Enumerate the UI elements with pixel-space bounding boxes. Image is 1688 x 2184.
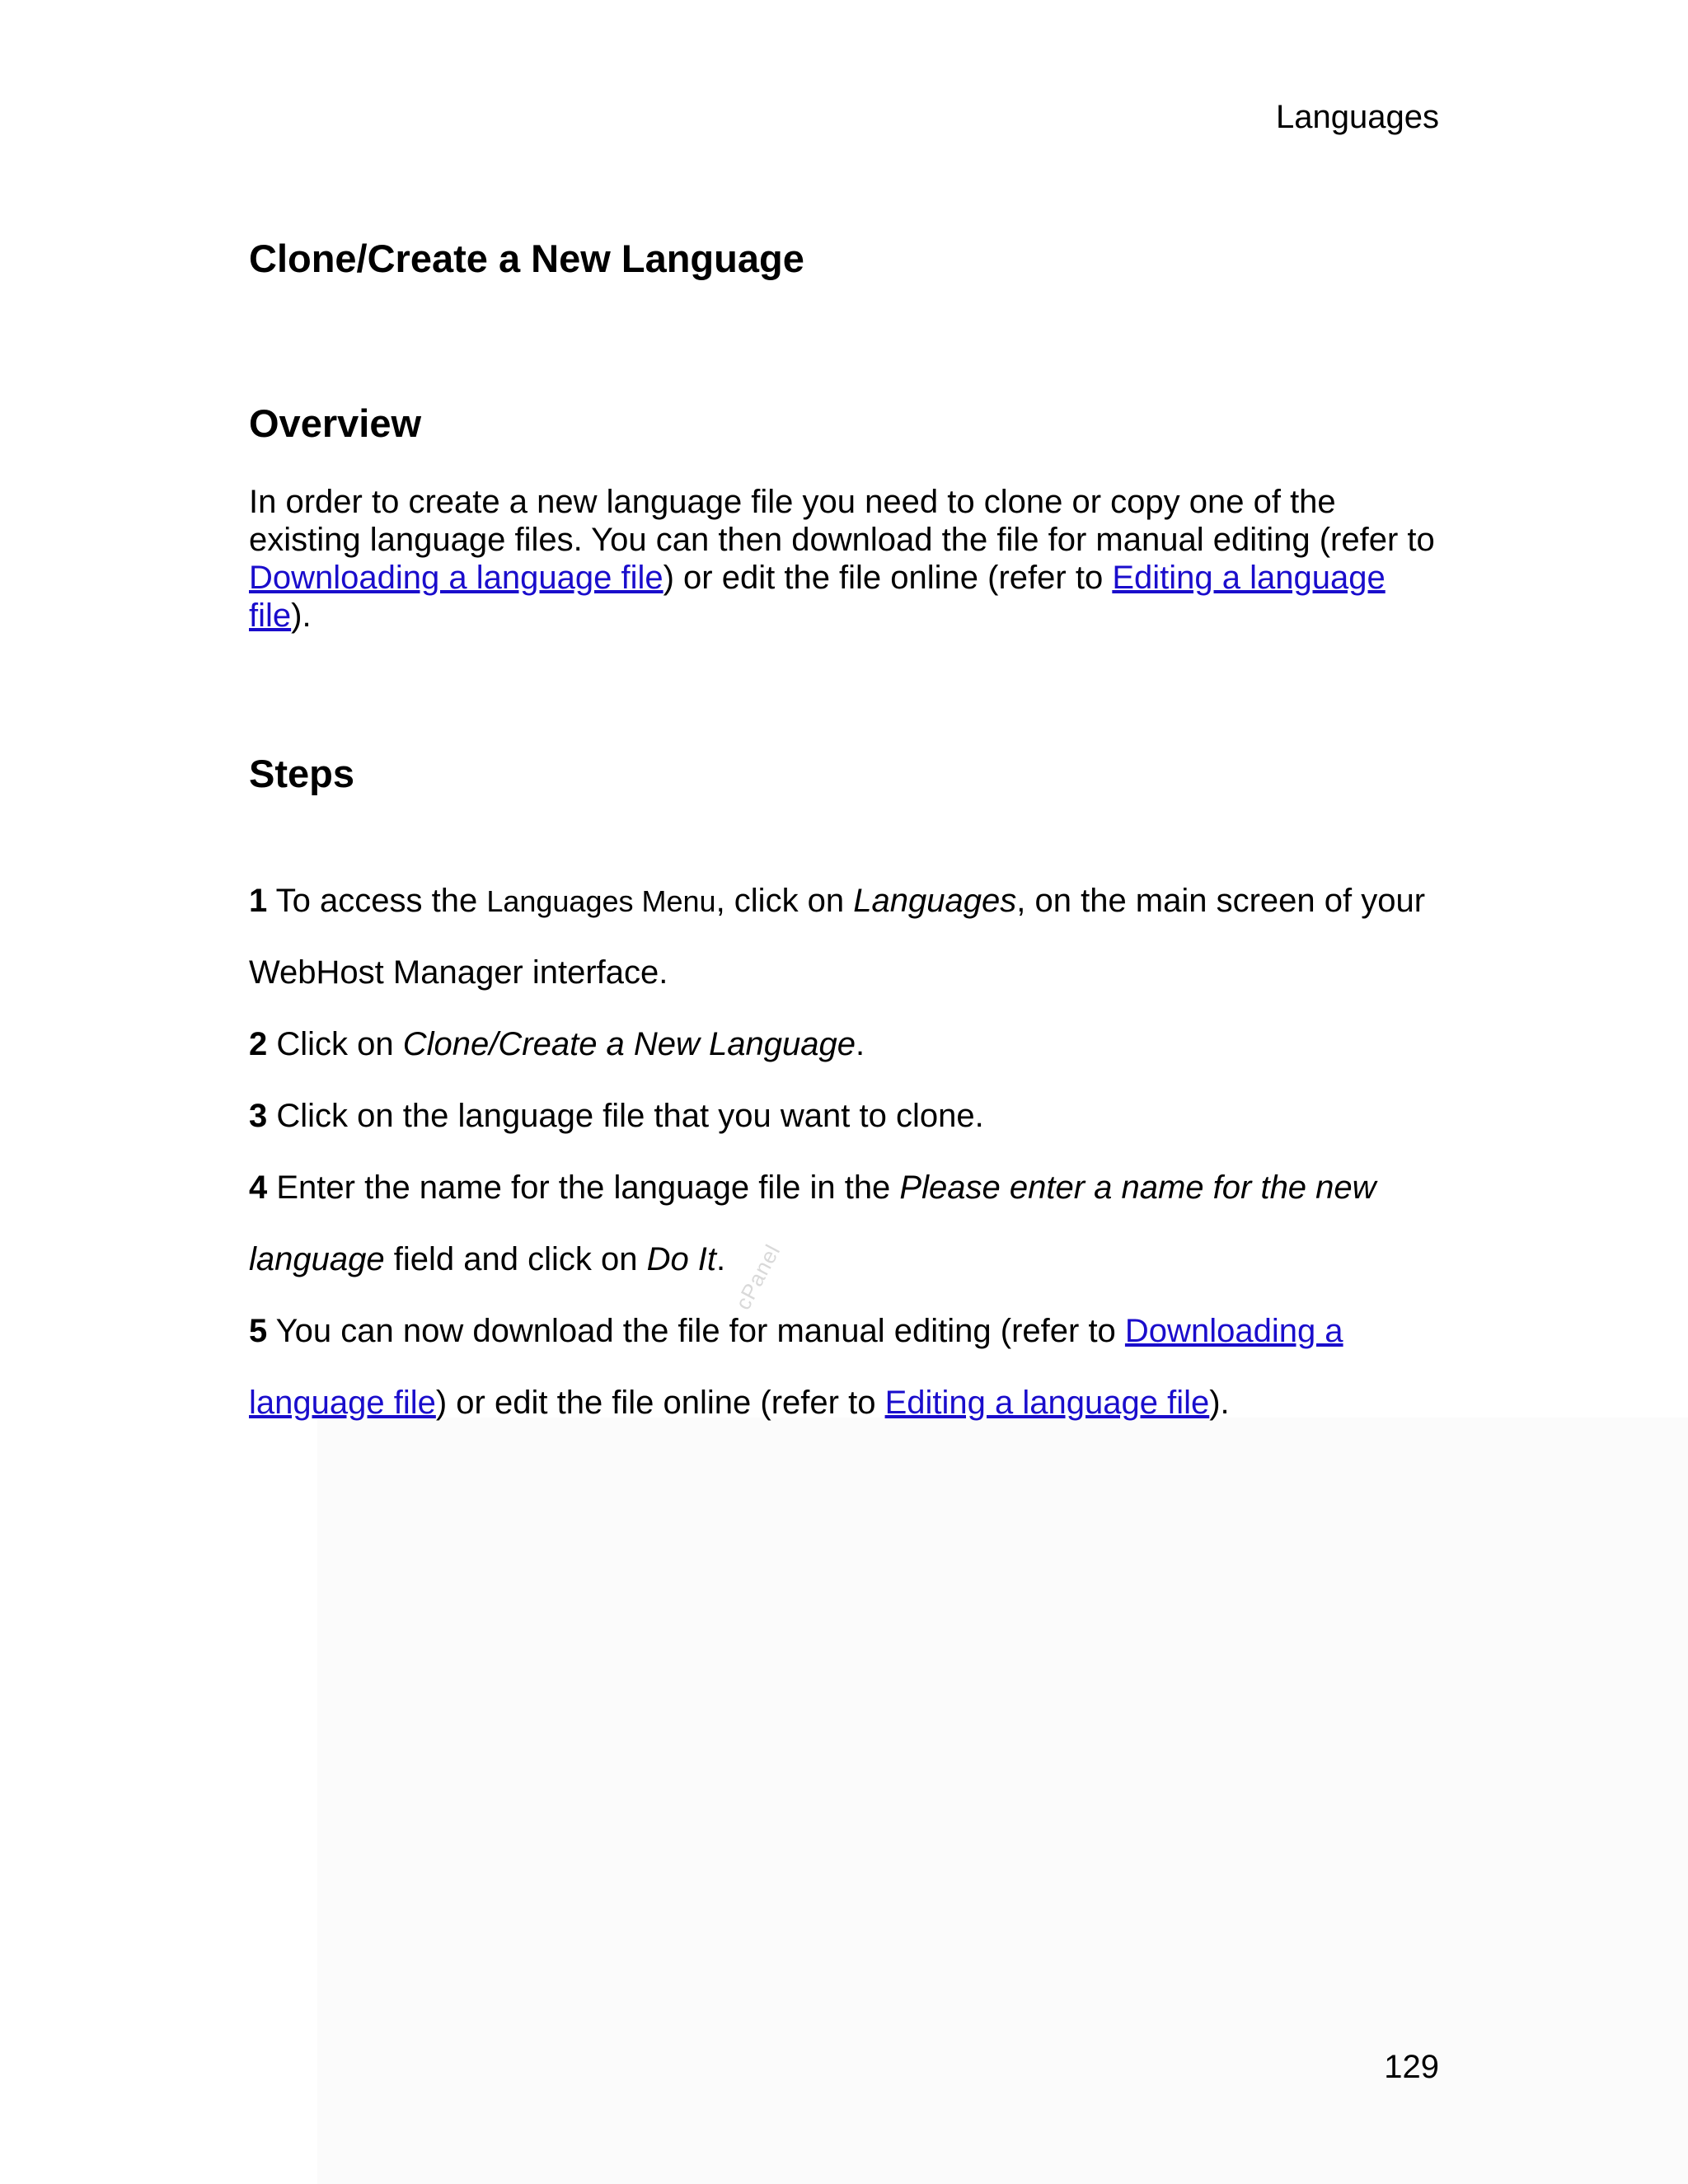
step-emphasis: Do It bbox=[646, 1241, 717, 1277]
step-4 bbox=[249, 1152, 1461, 1296]
step-text: Click on the language file that you want to clone. bbox=[267, 1098, 984, 1134]
link-downloading-language-file[interactable]: Downloading a language file bbox=[249, 560, 663, 596]
step-text: , click on bbox=[715, 883, 854, 919]
step-3 bbox=[249, 1080, 1461, 1152]
overview-text-2: ) or edit the file online (refer to bbox=[663, 560, 1113, 596]
step-text: , on the main screen of your WebHost Manager interface. bbox=[249, 883, 1426, 991]
step-text: field and click on bbox=[384, 1241, 647, 1277]
step-number: 2 bbox=[249, 1026, 268, 1062]
page-title: Clone/Create a New Language bbox=[249, 237, 804, 280]
step-text: Enter the name for the language file in the bbox=[267, 1169, 900, 1206]
step-emphasis: Clone/Create a New Language bbox=[402, 1026, 856, 1062]
step-text: ) or edit the file online (refer to bbox=[435, 1385, 885, 1421]
background-shade bbox=[317, 1418, 1688, 2184]
step-number: 1 bbox=[249, 883, 268, 919]
step-5 bbox=[249, 1296, 1461, 1439]
overview-text-3: ). bbox=[291, 598, 312, 634]
page-number: 129 bbox=[1384, 2049, 1439, 2085]
step-text: You can now download the file for manual editing (refer to bbox=[267, 1313, 1125, 1349]
watermark: cPanel bbox=[730, 1240, 785, 1315]
step-text: Click on bbox=[267, 1026, 403, 1062]
step-number: 4 bbox=[249, 1169, 268, 1206]
overview-heading: Overview bbox=[249, 401, 422, 445]
step-text: ). bbox=[1209, 1385, 1230, 1421]
step-1 bbox=[249, 865, 1461, 1009]
steps-heading: Steps bbox=[249, 752, 354, 795]
steps-list bbox=[249, 865, 1461, 1439]
step-emphasis: Languages bbox=[853, 883, 1017, 919]
step-text: . bbox=[856, 1026, 865, 1062]
step-number: 3 bbox=[249, 1098, 268, 1134]
step-text: . bbox=[716, 1241, 726, 1277]
overview-text-1: In order to create a new language file you need to clone or copy one of the existing language files. You can then download the file for manual editing (refer to bbox=[249, 484, 1435, 558]
link-downloading-language-file[interactable]: Downloading a language file bbox=[249, 1313, 1343, 1421]
step-2 bbox=[249, 1009, 1461, 1080]
link-editing-language-file[interactable]: Editing a language file bbox=[249, 560, 1386, 634]
step-text: To access the bbox=[267, 883, 487, 919]
step-emphasis: Please enter a name for the new language bbox=[249, 1169, 1376, 1277]
link-editing-language-file[interactable]: Editing a language file bbox=[884, 1385, 1210, 1421]
overview-paragraph bbox=[249, 483, 1452, 635]
step-number: 5 bbox=[249, 1313, 268, 1349]
step-text-menu: Languages Menu bbox=[486, 884, 716, 918]
running-header: Languages bbox=[1276, 99, 1439, 135]
